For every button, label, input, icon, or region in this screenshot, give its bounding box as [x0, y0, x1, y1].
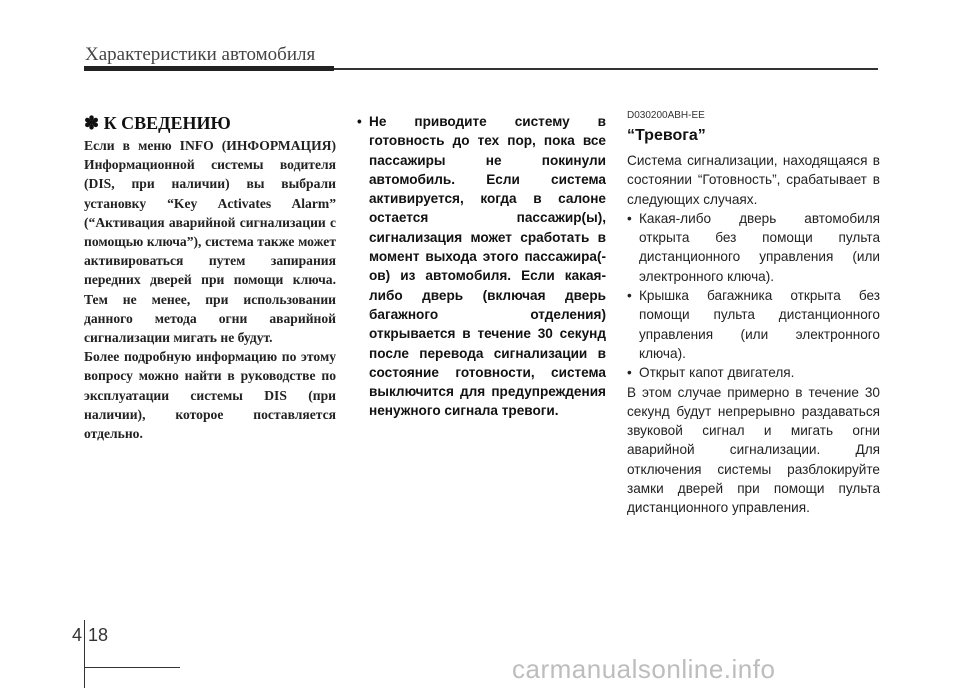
page-number: 18	[88, 625, 109, 645]
chapter-number: 4	[72, 625, 83, 645]
list-item-text: Какая-либо дверь автомобиля открыта без помощи пульта дистанционного управления (или электронного ключа).	[639, 210, 880, 284]
list-item	[627, 363, 880, 382]
footer-rule	[84, 667, 180, 668]
warning-column	[357, 112, 606, 421]
note-paragraph: Более подробную информацию по этому вопросу можно найти в руководстве по эксплуатации системы DIS (при наличии), которое поставляется отдельно.	[84, 349, 336, 442]
bullet-icon: •	[357, 114, 362, 129]
warning-text: Не приводите систему в готовность до тех пор, пока все пассажиры не покинули автомобиль. Если система активируется, когда в салоне остается пассажир(ы), сигнализация может сработать в момент выхода этого пассажира(-ов) из автомобиля. Если какая-либо дверь (включая дверь багажного отделения) открывается в течение 30 секунд после перевода сигнализации в состояние готовности, система выключится для предупреждения ненужного сигнала тревоги.	[369, 114, 606, 419]
header-title: Характеристики автомобиля	[85, 44, 316, 65]
bullet-icon: •	[627, 210, 632, 226]
list-item-text: Крышка багажника открыта без помощи пульта дистанционного управления (или электронного ключа).	[639, 288, 880, 361]
section-body	[627, 151, 880, 518]
note-title: К СВЕДЕНИЮ	[103, 113, 231, 133]
footer-divider	[84, 620, 85, 688]
asterisk-icon: ✽	[84, 113, 100, 133]
section-outro: В этом случае примерно в течение 30 секунд будут непрерывно раздаваться звуковой сигнал и мигать огни аварийной сигнализации. Для отключения системы разблокируйте замки дверей при помощи пульта дистанционного управления.	[627, 384, 880, 516]
list-item	[627, 209, 880, 286]
header-bar	[84, 66, 334, 71]
note-body	[84, 136, 336, 443]
warning-item	[357, 112, 606, 421]
section-intro: Система сигнализации, находящаяся в состоянии “Готовность”, срабатывает в следующих случаях.	[627, 153, 880, 207]
alarm-section	[627, 110, 880, 518]
list-item-text: Открыт капот двигателя.	[639, 365, 795, 381]
note-paragraph: Если в меню INFO (ИНФОРМАЦИЯ) Информационной системы водителя (DIS, при наличии) вы выбрали установку “Key Activates Alarm” (“Активация аварийной сигнализации с помощью ключа”), система также может активироваться путем запирания передних дверей при помощи ключа. Тем не менее, при использовании данного метода огни аварийной сигнализации мигать не будут.	[84, 138, 336, 346]
note-column	[84, 112, 336, 443]
bullet-icon: •	[627, 365, 632, 381]
section-title: “Тревога”	[627, 127, 706, 144]
bullet-icon: •	[627, 288, 632, 304]
section-code: D030200ABH-EE	[627, 110, 705, 121]
note-heading	[84, 112, 336, 134]
watermark: carmanualsonline.info	[512, 654, 776, 684]
list-item	[627, 286, 880, 363]
